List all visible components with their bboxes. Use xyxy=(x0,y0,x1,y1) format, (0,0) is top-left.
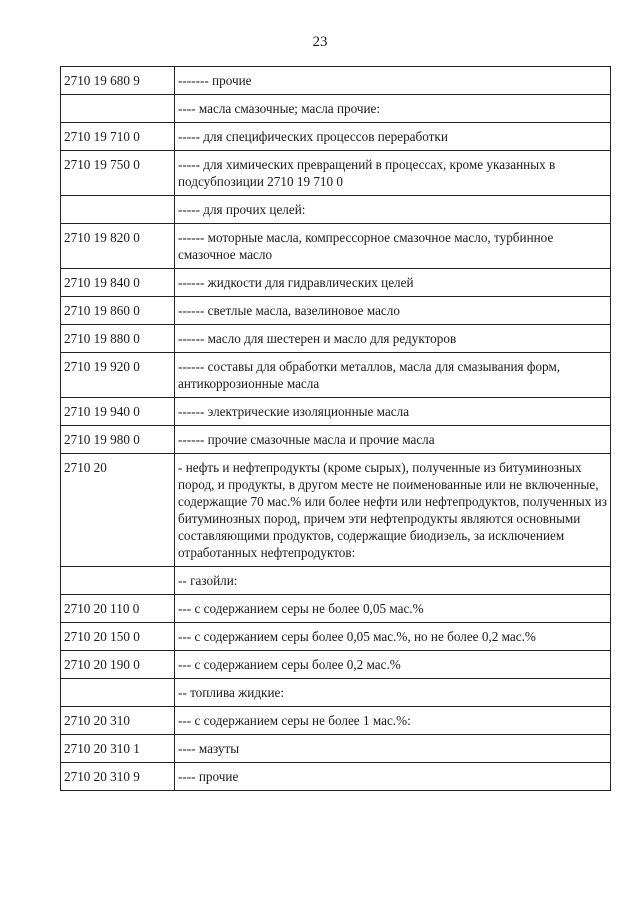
description-cell: ------ моторные масла, компрессорное смазочное масло, турбинное смазочное масло xyxy=(175,224,611,269)
description-cell: ----- для химических превращений в процессах, кроме указанных в подсубпозиции 2710 19 710 0 xyxy=(175,151,611,196)
code-cell: 2710 20 310 9 xyxy=(61,763,175,791)
code-cell: 2710 19 980 0 xyxy=(61,426,175,454)
description-cell: ----- для специфических процессов переработки xyxy=(175,123,611,151)
description-cell: -- газойли: xyxy=(175,567,611,595)
code-cell xyxy=(61,679,175,707)
description-cell: ------ жидкости для гидравлических целей xyxy=(175,269,611,297)
table-row xyxy=(61,623,611,651)
description-cell: --- с содержанием серы более 0,05 мас.%, но не более 0,2 мас.% xyxy=(175,623,611,651)
table-row xyxy=(61,297,611,325)
table-row xyxy=(61,595,611,623)
page-number: 23 xyxy=(312,34,328,50)
code-cell: 2710 19 940 0 xyxy=(61,398,175,426)
description-cell: ----- для прочих целей: xyxy=(175,196,611,224)
description-cell: -- топлива жидкие: xyxy=(175,679,611,707)
table-row xyxy=(61,567,611,595)
table-row xyxy=(61,426,611,454)
code-cell: 2710 19 710 0 xyxy=(61,123,175,151)
code-cell: 2710 20 150 0 xyxy=(61,623,175,651)
table-row xyxy=(61,151,611,196)
table-row xyxy=(61,123,611,151)
table-row xyxy=(61,707,611,735)
description-cell: --- с содержанием серы не более 0,05 мас.% xyxy=(175,595,611,623)
table-row xyxy=(61,353,611,398)
code-cell: 2710 20 310 1 xyxy=(61,735,175,763)
description-cell: ------ прочие смазочные масла и прочие масла xyxy=(175,426,611,454)
code-cell: 2710 19 860 0 xyxy=(61,297,175,325)
description-cell: ------ масло для шестерен и масло для редукторов xyxy=(175,325,611,353)
table-row xyxy=(61,651,611,679)
description-cell: ---- мазуты xyxy=(175,735,611,763)
code-cell: 2710 20 xyxy=(61,454,175,567)
code-cell: 2710 19 750 0 xyxy=(61,151,175,196)
table-row xyxy=(61,325,611,353)
description-cell: ------ светлые масла, вазелиновое масло xyxy=(175,297,611,325)
description-cell: --- с содержанием серы более 0,2 мас.% xyxy=(175,651,611,679)
tariff-code-table xyxy=(60,66,611,791)
description-cell: --- с содержанием серы не более 1 мас.%: xyxy=(175,707,611,735)
code-cell xyxy=(61,567,175,595)
code-cell: 2710 19 920 0 xyxy=(61,353,175,398)
table-row xyxy=(61,95,611,123)
code-cell: 2710 19 820 0 xyxy=(61,224,175,269)
code-cell xyxy=(61,196,175,224)
code-cell: 2710 19 880 0 xyxy=(61,325,175,353)
table-row xyxy=(61,269,611,297)
table-row xyxy=(61,67,611,95)
description-cell: ---- масла смазочные; масла прочие: xyxy=(175,95,611,123)
description-cell: ---- прочие xyxy=(175,763,611,791)
code-cell: 2710 19 840 0 xyxy=(61,269,175,297)
code-cell: 2710 20 110 0 xyxy=(61,595,175,623)
table-row xyxy=(61,196,611,224)
description-cell: - нефть и нефтепродукты (кроме сырых), полученные из битуминозных пород, и продукты, в другом месте не поименованные или не включенные, содержащие 70 мас.% или более нефти или нефтепродуктов, полученных из битуминозных пород, причем эти нефтепродукты являются основными составляющими продуктов, содержащие биодизель, за исключением отработанных нефтепродуктов: xyxy=(175,454,611,567)
description-cell: ------- прочие xyxy=(175,67,611,95)
table-row xyxy=(61,398,611,426)
table-row xyxy=(61,735,611,763)
code-cell xyxy=(61,95,175,123)
table-row xyxy=(61,763,611,791)
code-cell: 2710 19 680 9 xyxy=(61,67,175,95)
table-row xyxy=(61,224,611,269)
description-cell: ------ электрические изоляционные масла xyxy=(175,398,611,426)
code-cell: 2710 20 190 0 xyxy=(61,651,175,679)
table-row xyxy=(61,679,611,707)
description-cell: ------ составы для обработки металлов, масла для смазывания форм, антикоррозионные масла xyxy=(175,353,611,398)
code-cell: 2710 20 310 xyxy=(61,707,175,735)
table-row xyxy=(61,454,611,567)
